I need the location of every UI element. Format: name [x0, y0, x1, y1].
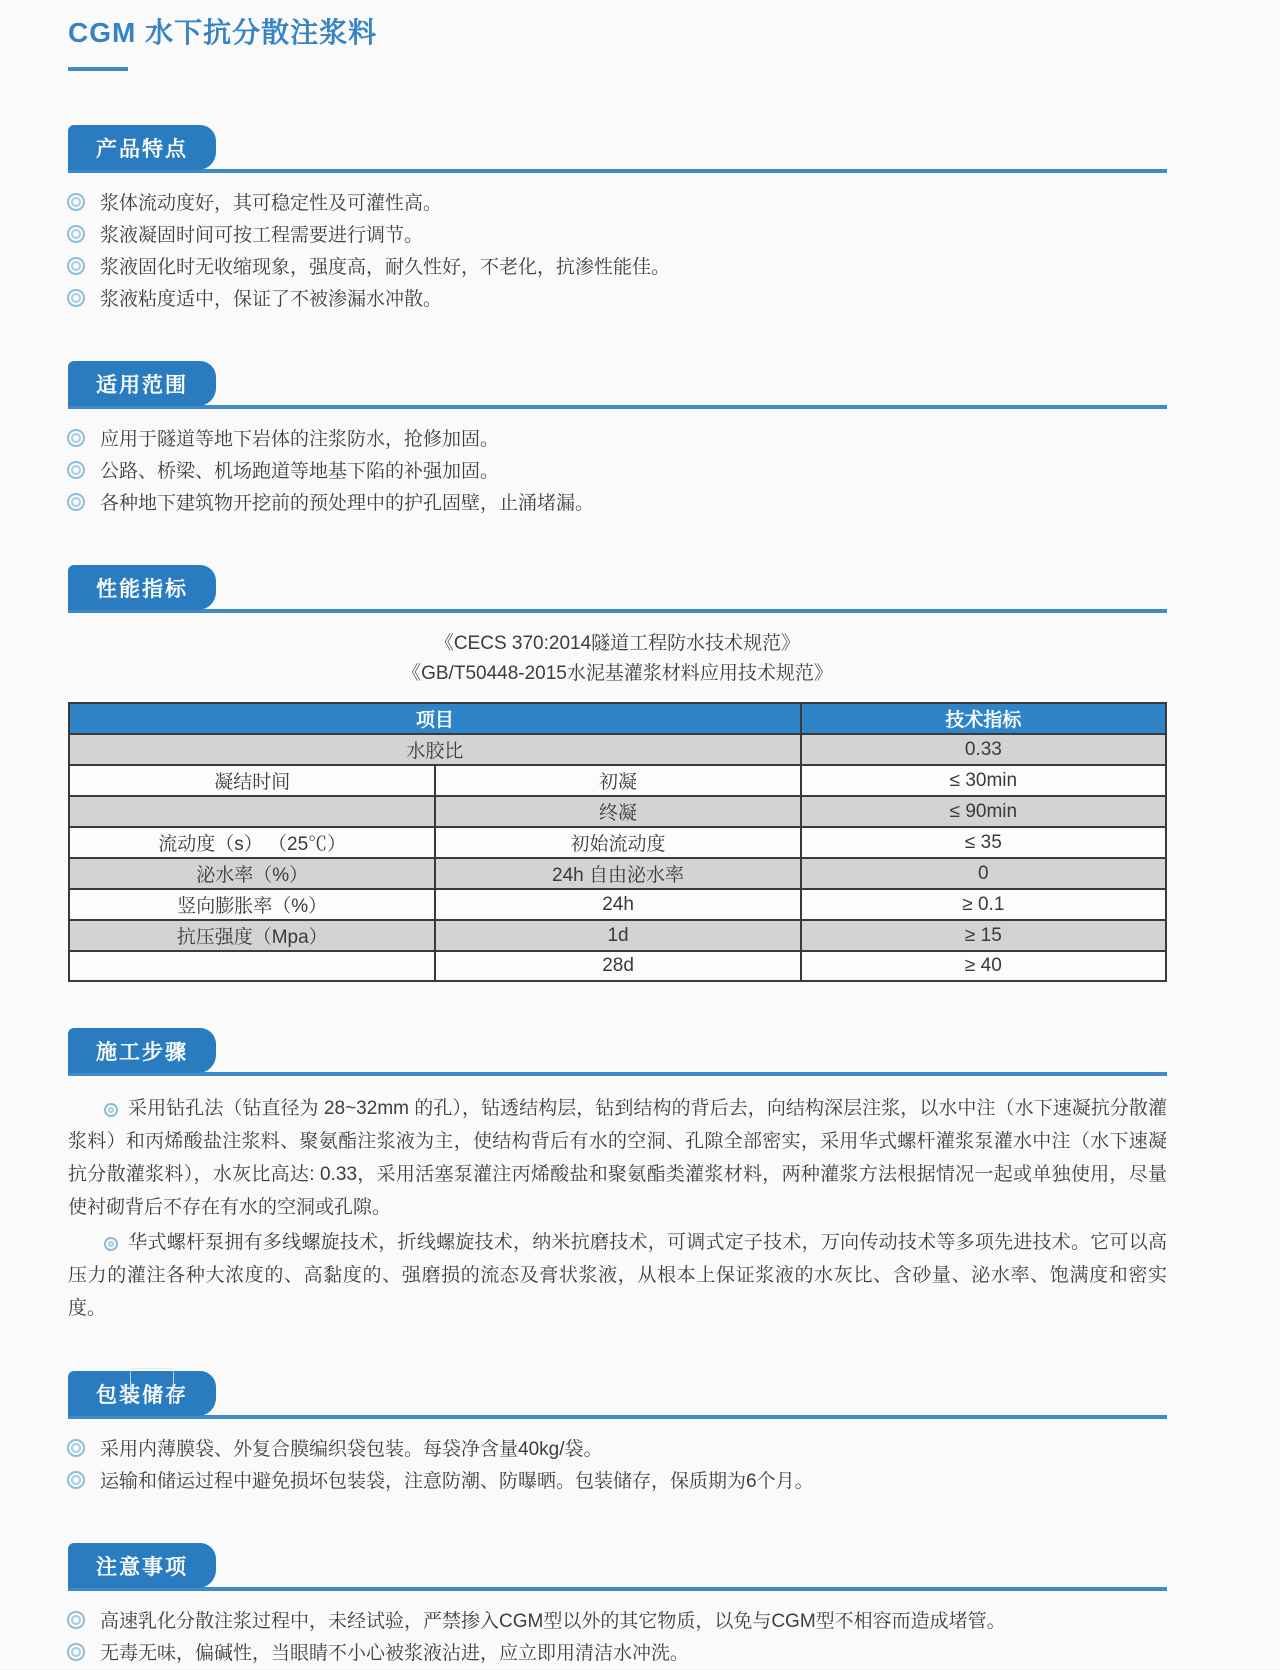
table-cell: 初始流动度 — [435, 827, 800, 858]
table-cell: 0.33 — [801, 734, 1166, 765]
features-list — [68, 188, 1167, 315]
table-cell: 泌水率（%） — [69, 858, 435, 889]
table-cell: 终凝 — [435, 796, 800, 827]
table-cell: ≥ 15 — [801, 920, 1166, 951]
faint-package-outline — [130, 1368, 174, 1404]
table-row — [69, 920, 1166, 951]
section-packaging-tab: 包装储存 — [68, 1371, 216, 1416]
table-cell: 0 — [801, 858, 1166, 889]
list-item: 高速乳化分散注浆过程中，未经试验，严禁掺入CGM型以外的其它物质，以免与CGM型不相容而造成堵管。 — [68, 1606, 1167, 1637]
table-cell: ≥ 0.1 — [801, 889, 1166, 920]
standard-reference: 《GB/T50448-2015水泥基灌浆材料应用技术规范》 — [402, 663, 833, 684]
table-cell: 水胶比 — [69, 734, 801, 765]
table-cell: ≤ 35 — [801, 827, 1166, 858]
table-cell: 24h — [435, 889, 800, 920]
section-notes-tab: 注意事项 — [68, 1543, 216, 1588]
document-page — [68, 0, 1167, 1669]
section-packaging — [68, 1371, 1167, 1497]
section-notes — [68, 1543, 1167, 1669]
table-cell: 凝结时间 — [69, 765, 435, 796]
paragraph — [68, 1226, 1167, 1325]
table-cell: 抗压强度（Mpa） — [69, 920, 435, 951]
title-underline — [68, 67, 128, 71]
list-item: 浆液凝固时间可按工程需要进行调节。 — [68, 220, 1167, 251]
packaging-list — [68, 1434, 1167, 1497]
table-row — [69, 858, 1166, 889]
section-notes-header — [68, 1543, 1167, 1591]
section-construction-header — [68, 1028, 1167, 1076]
construction-paragraphs — [68, 1092, 1167, 1325]
list-item: 公路、桥梁、机场跑道等地基下陷的补强加固。 — [68, 456, 1167, 487]
table-cell — [69, 951, 435, 981]
standards-references — [68, 629, 1167, 689]
section-performance-tab: 性能指标 — [68, 565, 216, 610]
standard-reference: 《CECS 370:2014隧道工程防水技术规范》 — [434, 633, 801, 654]
list-item: 各种地下建筑物开挖前的预处理中的护孔固壁，止涌堵漏。 — [68, 488, 1167, 519]
section-performance — [68, 565, 1167, 982]
table-cell: 24h 自由泌水率 — [435, 858, 800, 889]
list-item: 浆液粘度适中，保证了不被渗漏水冲散。 — [68, 284, 1167, 315]
section-construction — [68, 1028, 1167, 1325]
table-cell — [69, 796, 435, 827]
bullet-ring-icon — [108, 1107, 114, 1113]
list-item: 浆体流动度好，其可稳定性及可灌性高。 — [68, 188, 1167, 219]
list-item: 浆液固化时无收缩现象，强度高，耐久性好，不老化，抗渗性能佳。 — [68, 252, 1167, 283]
table-cell: 28d — [435, 951, 800, 981]
table-header-row — [69, 703, 1166, 734]
table-row — [69, 796, 1166, 827]
table-row — [69, 889, 1166, 920]
performance-table — [68, 702, 1167, 982]
table-cell: 初凝 — [435, 765, 800, 796]
table-cell: 流动度（s） （25℃） — [69, 827, 435, 858]
table-row — [69, 951, 1166, 981]
column-header-item: 项目 — [69, 703, 801, 734]
table-cell: ≤ 30min — [801, 765, 1166, 796]
bullet-ring-icon — [108, 1241, 114, 1247]
section-features-tab: 产品特点 — [68, 125, 216, 170]
table-cell: ≤ 90min — [801, 796, 1166, 827]
section-construction-tab: 施工步骤 — [68, 1028, 216, 1073]
list-item: 采用内薄膜袋、外复合膜编织袋包装。每袋净含量40kg/袋。 — [68, 1434, 1167, 1465]
column-header-indicator: 技术指标 — [801, 703, 1166, 734]
table-cell: 竖向膨胀率（%） — [69, 889, 435, 920]
notes-list — [68, 1606, 1167, 1669]
list-item: 应用于隧道等地下岩体的注浆防水，抢修加固。 — [68, 424, 1167, 455]
table-row — [69, 765, 1166, 796]
scope-list — [68, 424, 1167, 519]
section-features — [68, 125, 1167, 315]
page-title: CGM 水下抗分散注浆料 — [68, 17, 378, 48]
list-item: 运输和储运过程中避免损坏包装袋，注意防潮、防曝晒。包装储存，保质期为6个月。 — [68, 1466, 1167, 1497]
section-scope-tab: 适用范围 — [68, 361, 216, 406]
section-scope — [68, 361, 1167, 519]
table-cell: 1d — [435, 920, 800, 951]
table-cell: ≥ 40 — [801, 951, 1166, 981]
list-item: 无毒无味，偏碱性，当眼睛不小心被浆液沾进，应立即用清洁水冲洗。 — [68, 1638, 1167, 1669]
paragraph-text: 华式螺杆泵拥有多线螺旋技术，折线螺旋技术，纳米抗磨技术，可调式定子技术，万向传动技术等多项先进技术。它可以高压力的灌注各种大浓度的、高黏度的、强磨损的流态及膏状浆液，从根本上保证浆液的水灰比、含砂量、泌水率、饱满度和密实度。 — [68, 1232, 1167, 1319]
section-features-header — [68, 125, 1167, 173]
paragraph-text: 采用钻孔法（钻直径为 28~32mm 的孔），钻透结构层，钻到结构的背后去，向结构深层注浆，以水中注（水下速凝抗分散灌浆料）和丙烯酸盐注浆料、聚氨酯注浆液为主，使结构背后有水的空洞、孔隙全部密实，采用华式螺杆灌浆泵灌水中注（水下速凝抗分散灌浆料），水灰比高达: 0.33，采用活塞泵灌注丙烯酸盐和聚氨酯类灌浆材料，两种灌浆方法根据情况一起或单独使用，尽量使衬砌背后不存在有水的空洞或孔隙。 — [68, 1098, 1167, 1218]
section-scope-header — [68, 361, 1167, 409]
table-row — [69, 734, 1166, 765]
section-packaging-header — [68, 1371, 1167, 1419]
section-performance-header — [68, 565, 1167, 613]
paragraph — [68, 1092, 1167, 1224]
table-row — [69, 827, 1166, 858]
